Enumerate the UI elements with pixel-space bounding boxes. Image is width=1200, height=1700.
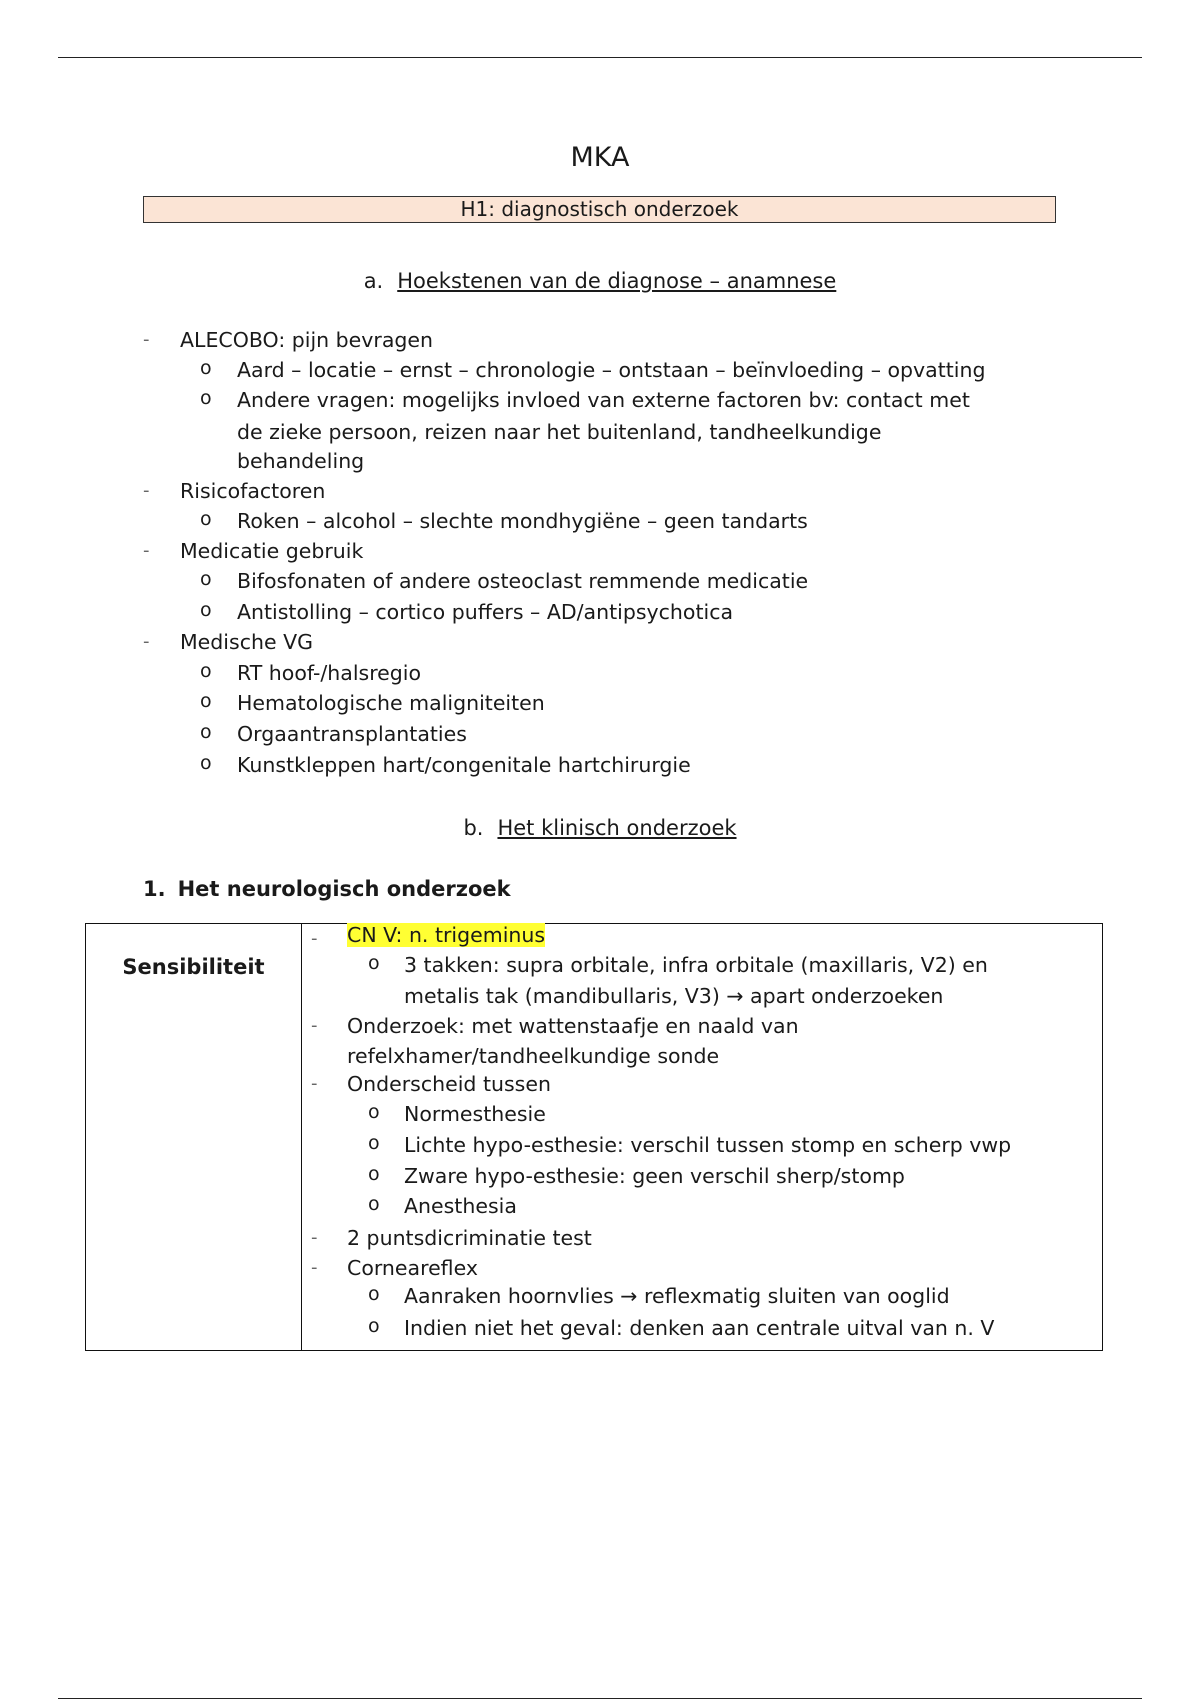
subsection-title: Het neurologisch onderzoek (177, 877, 511, 901)
dash-bullet: - (311, 1227, 318, 1248)
dash-bullet: - (143, 540, 150, 561)
table-line: 2 puntsdicriminatie test (347, 1226, 592, 1250)
list-item: Andere vragen: mogelijks invloed van externe factoren bv: contact met (237, 388, 970, 412)
section-b-title: Het klinisch onderzoek (497, 816, 737, 840)
section-a-title: Hoekstenen van de diagnose – anamnese (397, 269, 837, 293)
dash-bullet: - (311, 1257, 318, 1278)
dash-bullet: - (143, 480, 150, 501)
sub-bullet: o (200, 721, 212, 743)
sub-bullet: o (368, 1283, 380, 1305)
sub-bullet: o (368, 1193, 380, 1215)
table-line: Onderzoek: met wattenstaafje en naald van (347, 1014, 799, 1038)
chapter-heading: H1: diagnostisch onderzoek (143, 196, 1056, 223)
sub-bullet: o (368, 1163, 380, 1185)
header-rule (58, 57, 1142, 58)
table-line: Normesthesie (404, 1102, 546, 1126)
list-item-continuation: behandeling (237, 449, 365, 473)
document-title: MKA (570, 142, 630, 173)
sub-bullet: o (200, 690, 212, 712)
list-item-continuation: de zieke persoon, reizen naar het buitenland, tandheelkundige (237, 420, 882, 444)
table-line-continuation: refelxhamer/tandheelkundige sonde (347, 1044, 720, 1068)
sub-bullet: o (368, 952, 380, 974)
list-item: Hematologische maligniteiten (237, 691, 545, 715)
sub-bullet: o (200, 508, 212, 530)
table-line: Corneareflex (347, 1256, 478, 1280)
table-column-divider (301, 924, 302, 1350)
list-item: Risicofactoren (180, 479, 326, 503)
dash-bullet: - (311, 1073, 318, 1094)
sub-bullet: o (200, 599, 212, 621)
section-b-heading (0, 814, 1200, 842)
sub-bullet: o (368, 1132, 380, 1154)
list-item: Medische VG (180, 630, 313, 654)
table-line: Anesthesia (404, 1194, 517, 1218)
subsection-heading (143, 874, 511, 904)
sub-bullet: o (200, 568, 212, 590)
dash-bullet: - (143, 631, 150, 652)
sub-bullet: o (368, 1315, 380, 1337)
dash-bullet: - (311, 928, 318, 949)
footer-rule (58, 1698, 1142, 1699)
table-line: 3 takken: supra orbitale, infra orbitale (maxillaris, V2) en (404, 953, 988, 977)
table-line: Indien niet het geval: denken aan centrale uitval van n. V (404, 1316, 995, 1340)
list-item: Antistolling – cortico puffers – AD/antipsychotica (237, 600, 734, 624)
list-item: ALECOBO: pijn bevragen (180, 328, 434, 352)
list-item: Orgaantransplantaties (237, 722, 467, 746)
subsection-number: 1. (143, 877, 166, 901)
table-line-continuation: metalis tak (mandibullaris, V3) → apart onderzoeken (404, 984, 944, 1008)
sub-bullet: o (200, 387, 212, 409)
list-item: Roken – alcohol – slechte mondhygiëne – geen tandarts (237, 509, 808, 533)
sub-bullet: o (200, 752, 212, 774)
sub-bullet: o (368, 1101, 380, 1123)
sub-bullet: o (200, 357, 212, 379)
table-line: Aanraken hoornvlies → reflexmatig sluiten van ooglid (404, 1284, 950, 1308)
section-a-letter: a. (363, 269, 384, 293)
table-row-label: Sensibiliteit (122, 955, 265, 979)
list-item: Kunstkleppen hart/congenitale hartchirurgie (237, 753, 691, 777)
section-b-letter: b. (463, 816, 484, 840)
dash-bullet: - (311, 1015, 318, 1036)
dash-bullet: - (143, 329, 150, 350)
list-item: Bifosfonaten of andere osteoclast remmende medicatie (237, 569, 809, 593)
list-item: Medicatie gebruik (180, 539, 364, 563)
highlighted-text: CN V: n. trigeminus (347, 923, 546, 947)
table-line (347, 920, 545, 950)
sub-bullet: o (200, 660, 212, 682)
list-item: RT hoof-/halsregio (237, 661, 422, 685)
list-item: Aard – locatie – ernst – chronologie – ontstaan – beïnvloeding – opvatting (237, 358, 986, 382)
section-a-heading (0, 267, 1200, 295)
table-line: Lichte hypo-esthesie: verschil tussen stomp en scherp vwp (404, 1133, 1012, 1157)
table-line: Onderscheid tussen (347, 1072, 551, 1096)
table-line: Zware hypo-esthesie: geen verschil sherp/stomp (404, 1164, 905, 1188)
